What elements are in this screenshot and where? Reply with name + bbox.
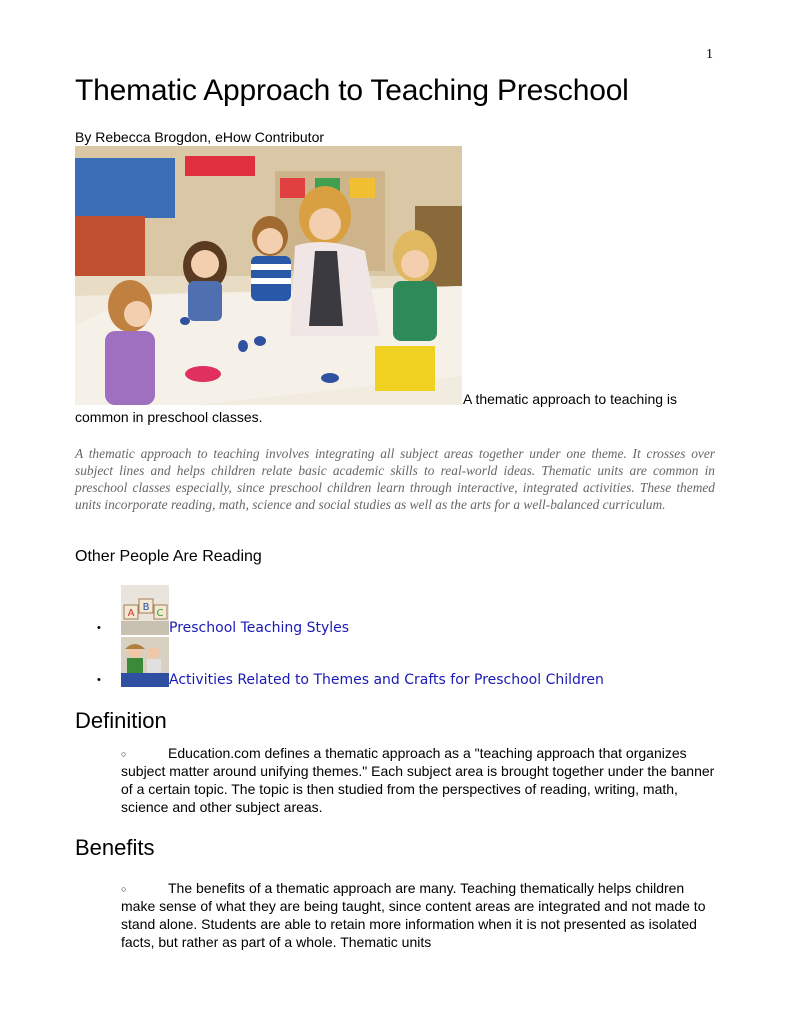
page-number: 1 [706,47,713,62]
photo-caption: A thematic approach to teaching is [463,391,678,407]
related-heading: Other People Are Reading [75,548,262,565]
classroom-thumbnail-icon[interactable] [121,637,169,687]
benefits-paragraph: The benefits of a thematic approach are many. Teaching thematically helps children make sense of what they are being taught, since content areas are integrated and not made to stand alone. Students are able to retain more information when it is not presented as isolated facts, but rather as part of a whole. Thematic units [121,880,706,950]
related-link-preschool-teaching-styles[interactable]: Preschool Teaching Styles [169,620,350,636]
svg-text:C: C [156,608,164,619]
classroom-photo [75,146,462,405]
list-marker: ○ [121,749,127,759]
article-summary: A thematic approach to teaching involves integrating all subject areas together under one theme. It crosses over subject lines and helps children relate basic academic skills to real-world ideas. Thematic units are common in preschool classes especially, since preschool children learn through interactive, integrated activities. These themed units incorporate reading, math, science and social studies as well as the arts for a well-balanced curriculum. [75,446,715,512]
list-marker: ○ [121,884,127,894]
bullet: • [97,622,101,634]
svg-text:A: A [127,608,135,619]
article-title: Thematic Approach to Teaching Preschool [75,74,629,107]
photo-caption-continued: common in preschool classes. [75,409,263,425]
article-byline: By Rebecca Brogdon, eHow Contributor [75,129,325,145]
abc-blocks-thumbnail-icon[interactable] [121,585,169,635]
svg-text:B: B [142,602,150,613]
bullet: • [97,674,101,686]
section-heading-definition: Definition [75,708,167,733]
related-link-themes-and-crafts[interactable]: Activities Related to Themes and Crafts for Preschool Children [169,672,604,688]
definition-paragraph: Education.com defines a thematic approach as a "teaching approach that organizes subject matter around unifying themes." Each subject area is brought together under the banner of a certain topic. The topic is then studied from the perspectives of reading, writing, math, science and other subject areas. [121,745,715,815]
section-heading-benefits: Benefits [75,835,155,860]
